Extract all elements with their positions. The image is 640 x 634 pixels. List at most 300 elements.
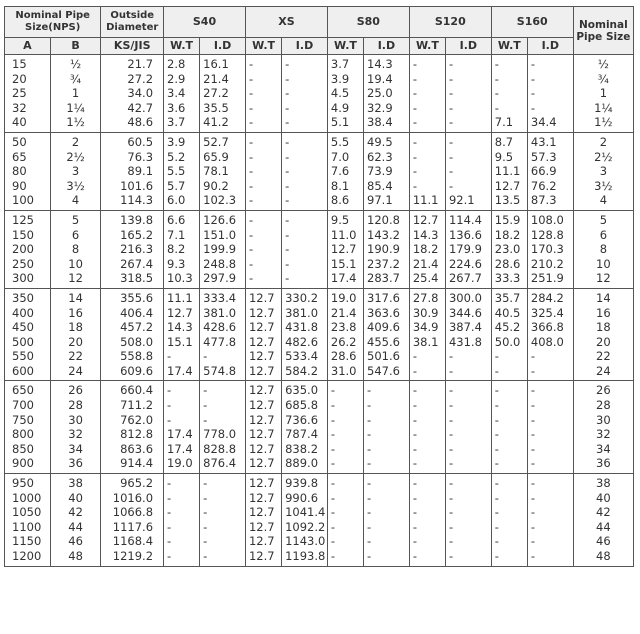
table-cell-value: 16 [596, 305, 611, 320]
table-cell-value: - [494, 490, 499, 505]
table-cell-value: 17.4 [330, 271, 357, 286]
table-cell-value: 18 [596, 320, 611, 335]
table-cell-value: 330.2 [285, 290, 319, 305]
table-cell-value: - [248, 256, 254, 271]
table-cell-value: - [494, 349, 499, 364]
table-cell-value: 2 [599, 134, 608, 149]
xs-wt-cell [245, 210, 281, 288]
table-cell-value: 333.4 [203, 290, 237, 305]
table-cell-value: 33.3 [494, 271, 521, 286]
table-cell-value: 1050 [12, 505, 42, 520]
table-cell-value: 1100 [12, 519, 42, 534]
table-cell-value: - [412, 490, 417, 505]
s160-wt-cell [491, 381, 527, 474]
table-cell-value: 350 [12, 290, 34, 305]
table-cell-value: 45.2 [494, 320, 521, 335]
xs-wt-cell [245, 55, 281, 133]
table-cell-value: 900 [12, 456, 34, 471]
table-cell-value: 16.1 [203, 57, 229, 71]
header-s80-wt: W.T [327, 38, 363, 55]
table-cell-value: 48.6 [127, 115, 154, 130]
table-cell-value: - [203, 383, 208, 398]
header-col-b: B [50, 38, 101, 55]
s40-id-cell [200, 474, 246, 567]
table-cell-value: 49.5 [367, 134, 393, 149]
table-cell-value: 38.4 [367, 115, 393, 130]
table-cell-value: 14.3 [367, 57, 393, 71]
table-cell-value: 711.2 [120, 398, 154, 413]
table-cell-value: 85.4 [367, 178, 393, 193]
outside-diameter-cell [101, 381, 164, 474]
table-cell-value: - [167, 398, 172, 413]
table-cell-value: 3.7 [330, 57, 350, 71]
xs-wt-cell [245, 132, 281, 210]
table-cell-value: - [248, 271, 254, 286]
table-cell-value: - [530, 490, 536, 505]
table-cell-value: 21.4 [203, 71, 229, 86]
table-cell-value: 40 [68, 490, 83, 505]
table-cell-value: 40.5 [494, 305, 521, 320]
s160-id-cell [527, 210, 573, 288]
table-cell-value: 1041.4 [285, 505, 326, 520]
table-cell-value: 23.8 [330, 320, 357, 335]
header-s160-wt: W.T [491, 38, 527, 55]
table-cell-value: 787.4 [285, 427, 319, 442]
table-cell-value: 11.1 [494, 164, 521, 179]
table-cell-value: 11.1 [167, 290, 193, 305]
table-cell-value: 114.3 [120, 193, 154, 208]
table-cell-value: 6.6 [167, 212, 186, 227]
col-a-cell [5, 210, 51, 288]
table-cell-value: - [203, 412, 208, 427]
table-cell-value: - [412, 363, 417, 378]
nominal-pipe-size-cell [573, 210, 633, 288]
table-cell-value: 457.2 [120, 320, 154, 335]
s120-wt-cell [409, 210, 445, 288]
table-cell-value: - [530, 349, 536, 364]
table-cell-value: - [412, 149, 417, 164]
table-cell-value: 32 [12, 100, 27, 115]
table-cell-value: 17.4 [167, 427, 193, 442]
table-cell-value: 1 [71, 86, 80, 101]
s40-wt-cell [164, 132, 200, 210]
table-cell-value: - [367, 412, 372, 427]
table-cell-value: 50.0 [494, 334, 521, 349]
table-cell-value: 11.0 [330, 227, 357, 242]
table-cell-value: 12.7 [248, 290, 275, 305]
table-cell-value: 12 [68, 271, 83, 286]
table-cell-value: - [494, 476, 499, 491]
table-cell-value: 10.3 [167, 271, 193, 286]
xs-id-cell [282, 288, 328, 381]
table-cell-value: - [412, 456, 417, 471]
s120-id-cell [445, 288, 491, 381]
s40-id-cell [200, 288, 246, 381]
table-cell-value: 1¼ [594, 100, 613, 115]
table-cell-value: 409.6 [367, 320, 400, 335]
xs-id-cell [282, 55, 328, 133]
table-cell-value: 685.8 [285, 398, 319, 413]
table-cell-value: - [367, 456, 372, 471]
table-cell-value: - [285, 115, 290, 130]
table-cell-value: - [494, 398, 499, 413]
table-cell-value: 939.8 [285, 476, 319, 491]
table-cell-value: - [448, 57, 454, 71]
table-cell-value: 27.2 [127, 71, 154, 86]
table-cell-value: 26.2 [330, 334, 357, 349]
table-cell-value: - [167, 349, 172, 364]
table-cell-value: - [285, 86, 290, 101]
s40-wt-cell [164, 288, 200, 381]
table-cell-value: 325.4 [530, 305, 564, 320]
table-cell-value: - [494, 441, 499, 456]
table-body [5, 55, 634, 567]
table-cell-value: 9.5 [330, 212, 350, 227]
header-nominal-pipe-size-right: Nominal Pipe Size [573, 7, 633, 55]
table-cell-value: - [367, 549, 372, 563]
header-xs-wt: W.T [245, 38, 281, 55]
table-cell-value: - [448, 398, 454, 413]
table-cell-value: 22 [596, 349, 611, 364]
table-cell-value: - [530, 534, 536, 549]
table-cell-value: 248.8 [203, 256, 237, 271]
table-cell-value: 8.1 [330, 178, 350, 193]
table-cell-value: - [330, 505, 336, 520]
table-cell-value: - [448, 441, 454, 456]
table-cell-value: - [248, 71, 254, 86]
table-cell-value: 700 [12, 398, 34, 413]
table-cell-value: - [330, 476, 336, 491]
s80-id-cell [364, 210, 410, 288]
s120-wt-cell [409, 288, 445, 381]
table-cell-value: - [448, 86, 454, 101]
header-outside-diameter: Outside Diameter [101, 7, 164, 38]
table-cell-value: 28.6 [494, 256, 521, 271]
header-s120-id: I.D [445, 38, 491, 55]
s80-id-cell [364, 132, 410, 210]
table-cell-value: 102.3 [203, 193, 237, 208]
table-cell-value: - [494, 412, 499, 427]
table-cell-value: 508.0 [120, 334, 154, 349]
table-cell-value: 5.7 [167, 178, 186, 193]
table-cell-value: 31.0 [330, 363, 357, 378]
s160-id-cell [527, 132, 573, 210]
table-cell-value: 190.9 [367, 242, 400, 257]
header-s80: S80 [327, 7, 409, 38]
table-cell-value: - [448, 505, 454, 520]
table-cell-value: 850 [12, 441, 34, 456]
s120-wt-cell [409, 55, 445, 133]
table-cell-value: 650 [12, 383, 34, 398]
table-cell-value: 1¼ [66, 100, 85, 115]
table-cell-value: 165.2 [120, 227, 154, 242]
table-cell-value: 408.0 [530, 334, 564, 349]
table-cell-value: 200 [12, 242, 34, 257]
table-cell-value: 1168.4 [112, 534, 154, 549]
table-cell-value: 40 [596, 490, 611, 505]
table-cell-value: 25 [12, 86, 27, 101]
table-cell-value: 318.5 [120, 271, 154, 286]
table-cell-value: - [285, 242, 290, 257]
table-cell-value: 8 [599, 242, 608, 257]
table-cell-value: 12.7 [248, 320, 275, 335]
table-cell-value: 18.2 [412, 242, 439, 257]
table-cell-value: 12.7 [412, 212, 439, 227]
table-cell-value: 250 [12, 256, 34, 271]
table-cell-value: - [367, 534, 372, 549]
table-cell-value: 12.7 [248, 363, 275, 378]
table-cell-value: 65.9 [203, 149, 229, 164]
table-cell-value: 12.7 [248, 334, 275, 349]
table-cell-value: - [494, 86, 499, 101]
table-cell-value: 25.4 [412, 271, 439, 286]
table-cell-value: - [412, 57, 417, 71]
table-cell-value: - [330, 427, 336, 442]
table-cell-value: 5.5 [330, 134, 350, 149]
table-cell-value: - [530, 427, 536, 442]
table-cell-value: 533.4 [285, 349, 319, 364]
table-cell-value: - [330, 412, 336, 427]
table-cell-value: 30 [68, 412, 83, 427]
table-cell-value: 36 [596, 456, 611, 471]
table-cell-value: 574.8 [203, 363, 237, 378]
table-cell-value: 114.4 [448, 212, 482, 227]
table-cell-value: - [448, 349, 454, 364]
table-cell-value: - [448, 519, 454, 534]
table-row-group [5, 210, 634, 288]
table-cell-value: - [530, 456, 536, 471]
header-s160: S160 [491, 7, 573, 38]
table-cell-value: 34.9 [412, 320, 439, 335]
table-cell-value: - [448, 363, 454, 378]
table-cell-value: 216.3 [120, 242, 154, 257]
nominal-pipe-size-cell [573, 474, 633, 567]
table-cell-value: - [448, 100, 454, 115]
table-cell-value: 5 [71, 212, 80, 227]
table-cell-value: 27.2 [203, 86, 229, 101]
table-cell-value: 2½ [594, 149, 613, 164]
table-cell-value: - [167, 476, 172, 491]
table-cell-value: 366.8 [530, 320, 564, 335]
table-cell-value: 44 [68, 519, 83, 534]
table-cell-value: 87.3 [530, 193, 557, 208]
table-cell-value: - [412, 427, 417, 442]
table-cell-value: 15 [12, 57, 27, 71]
table-cell-value: ¾ [597, 71, 609, 86]
table-cell-value: 1016.0 [112, 490, 154, 505]
table-cell-value: 914.4 [120, 456, 154, 471]
table-cell-value: 126.6 [203, 212, 237, 227]
table-cell-value: - [367, 441, 372, 456]
table-cell-value: 3.4 [167, 86, 186, 101]
table-cell-value: 48 [596, 549, 611, 563]
table-cell-value: - [530, 71, 536, 86]
table-cell-value: - [330, 490, 336, 505]
table-cell-value: 6 [599, 227, 608, 242]
table-cell-value: - [448, 456, 454, 471]
table-cell-value: - [167, 549, 172, 563]
s160-id-cell [527, 474, 573, 567]
table-cell-value: 12.7 [248, 412, 275, 427]
table-cell-value: 73.9 [367, 164, 393, 179]
table-row-group [5, 55, 634, 133]
table-header [5, 7, 634, 55]
table-cell-value: 89.1 [127, 164, 154, 179]
table-cell-value: 778.0 [203, 427, 237, 442]
table-cell-value: - [248, 115, 254, 130]
table-cell-value: 28 [596, 398, 611, 413]
table-cell-value: - [248, 100, 254, 115]
table-cell-value: 863.6 [120, 441, 154, 456]
table-cell-value: - [285, 193, 290, 208]
table-cell-value: - [494, 363, 499, 378]
s80-wt-cell [327, 55, 363, 133]
table-cell-value: 284.2 [530, 290, 564, 305]
table-cell-value: 267.4 [120, 256, 154, 271]
table-cell-value: 199.9 [203, 242, 237, 257]
table-cell-value: 387.4 [448, 320, 482, 335]
s120-id-cell [445, 210, 491, 288]
s80-wt-cell [327, 132, 363, 210]
table-cell-value: 4.9 [330, 100, 350, 115]
table-cell-value: 125 [12, 212, 34, 227]
table-cell-value: 19.4 [367, 71, 393, 86]
table-cell-value: - [285, 57, 290, 71]
table-cell-value: - [248, 86, 254, 101]
table-cell-value: - [530, 363, 536, 378]
table-cell-value: 1 [599, 86, 608, 101]
table-cell-value: - [248, 227, 254, 242]
table-cell-value: - [412, 519, 417, 534]
s40-wt-cell [164, 474, 200, 567]
table-cell-value: 500 [12, 334, 34, 349]
table-cell-value: 14 [596, 290, 611, 305]
table-cell-value: - [530, 549, 536, 563]
table-cell-value: 13.5 [494, 193, 521, 208]
header-s160-id: I.D [527, 38, 573, 55]
table-cell-value: 450 [12, 320, 34, 335]
table-cell-value: 7.1 [167, 227, 186, 242]
col-b-cell [50, 288, 101, 381]
table-cell-value: 838.2 [285, 441, 319, 456]
table-cell-value: - [494, 456, 499, 471]
table-cell-value: 381.0 [203, 305, 237, 320]
table-cell-value: 5.2 [167, 149, 186, 164]
nominal-pipe-size-cell [573, 132, 633, 210]
table-cell-value: 9.3 [167, 256, 186, 271]
table-cell-value: ¾ [70, 71, 82, 86]
table-cell-value: 48 [68, 549, 83, 563]
table-cell-value: - [448, 115, 454, 130]
table-cell-value: - [285, 212, 290, 227]
table-cell-value: - [412, 115, 417, 130]
table-cell-value: 965.2 [120, 476, 154, 491]
col-b-cell [50, 132, 101, 210]
table-cell-value: - [412, 412, 417, 427]
table-cell-value: 43.1 [530, 134, 557, 149]
table-cell-value: - [248, 149, 254, 164]
table-cell-value: 428.6 [203, 320, 237, 335]
table-cell-value: 139.8 [120, 212, 154, 227]
table-cell-value: 501.6 [367, 349, 400, 364]
table-cell-value: - [494, 534, 499, 549]
table-cell-value: - [203, 349, 208, 364]
table-cell-value: 3½ [594, 178, 613, 193]
table-cell-value: 300 [12, 271, 34, 286]
header-col-a: A [5, 38, 51, 55]
outside-diameter-cell [101, 210, 164, 288]
table-cell-value: 3½ [66, 178, 85, 193]
table-cell-value: - [285, 134, 290, 149]
table-cell-value: ½ [597, 57, 609, 71]
table-cell-value: 52.7 [203, 134, 229, 149]
table-cell-value: - [167, 534, 172, 549]
s160-id-cell [527, 381, 573, 474]
table-cell-value: 2 [71, 134, 80, 149]
table-cell-value: 12.7 [248, 383, 275, 398]
table-cell-value: - [167, 505, 172, 520]
table-cell-value: 4.5 [330, 86, 350, 101]
s80-wt-cell [327, 210, 363, 288]
table-cell-value: - [530, 441, 536, 456]
table-cell-value: 42 [68, 505, 83, 520]
table-cell-value: 12.7 [248, 349, 275, 364]
table-cell-value: - [248, 134, 254, 149]
table-cell-value: 283.7 [367, 271, 400, 286]
table-cell-value: 30.9 [412, 305, 439, 320]
table-cell-value: - [448, 412, 454, 427]
table-cell-value: 22 [68, 349, 83, 364]
table-cell-value: - [367, 505, 372, 520]
col-a-cell [5, 132, 51, 210]
header-nominal-pipe-size: Nominal Pipe Size(NPS) [5, 7, 101, 38]
table-cell-value: - [203, 519, 208, 534]
table-cell-value: - [248, 242, 254, 257]
table-cell-value: 431.8 [448, 334, 482, 349]
table-cell-value: 150 [12, 227, 34, 242]
table-cell-value: 3 [71, 164, 80, 179]
col-b-cell [50, 474, 101, 567]
table-cell-value: 21.7 [127, 57, 154, 71]
s160-id-cell [527, 55, 573, 133]
table-cell-value: 38.1 [412, 334, 439, 349]
table-cell-value: 251.9 [530, 271, 564, 286]
table-cell-value: 12.7 [248, 490, 275, 505]
table-cell-value: 9.5 [494, 149, 514, 164]
table-cell-value: 876.4 [203, 456, 237, 471]
table-cell-value: 41.2 [203, 115, 229, 130]
table-cell-value: 8.7 [494, 134, 514, 149]
table-cell-value: - [448, 178, 454, 193]
table-cell-value: 100 [12, 193, 34, 208]
table-cell-value: - [448, 164, 454, 179]
table-cell-value: 2.8 [167, 57, 186, 71]
table-cell-value: - [530, 476, 536, 491]
col-a-cell [5, 55, 51, 133]
nominal-pipe-size-cell [573, 55, 633, 133]
table-cell-value: 143.2 [367, 227, 400, 242]
table-cell-value: - [494, 505, 499, 520]
table-cell-value: - [167, 490, 172, 505]
table-cell-value: 431.8 [285, 320, 319, 335]
table-cell-value: 62.3 [367, 149, 393, 164]
table-cell-value: 35.7 [494, 290, 521, 305]
table-cell-value: - [203, 398, 208, 413]
table-cell-value: - [367, 383, 372, 398]
table-cell-value: 34 [68, 441, 83, 456]
table-cell-value: 36 [68, 456, 83, 471]
s120-id-cell [445, 55, 491, 133]
